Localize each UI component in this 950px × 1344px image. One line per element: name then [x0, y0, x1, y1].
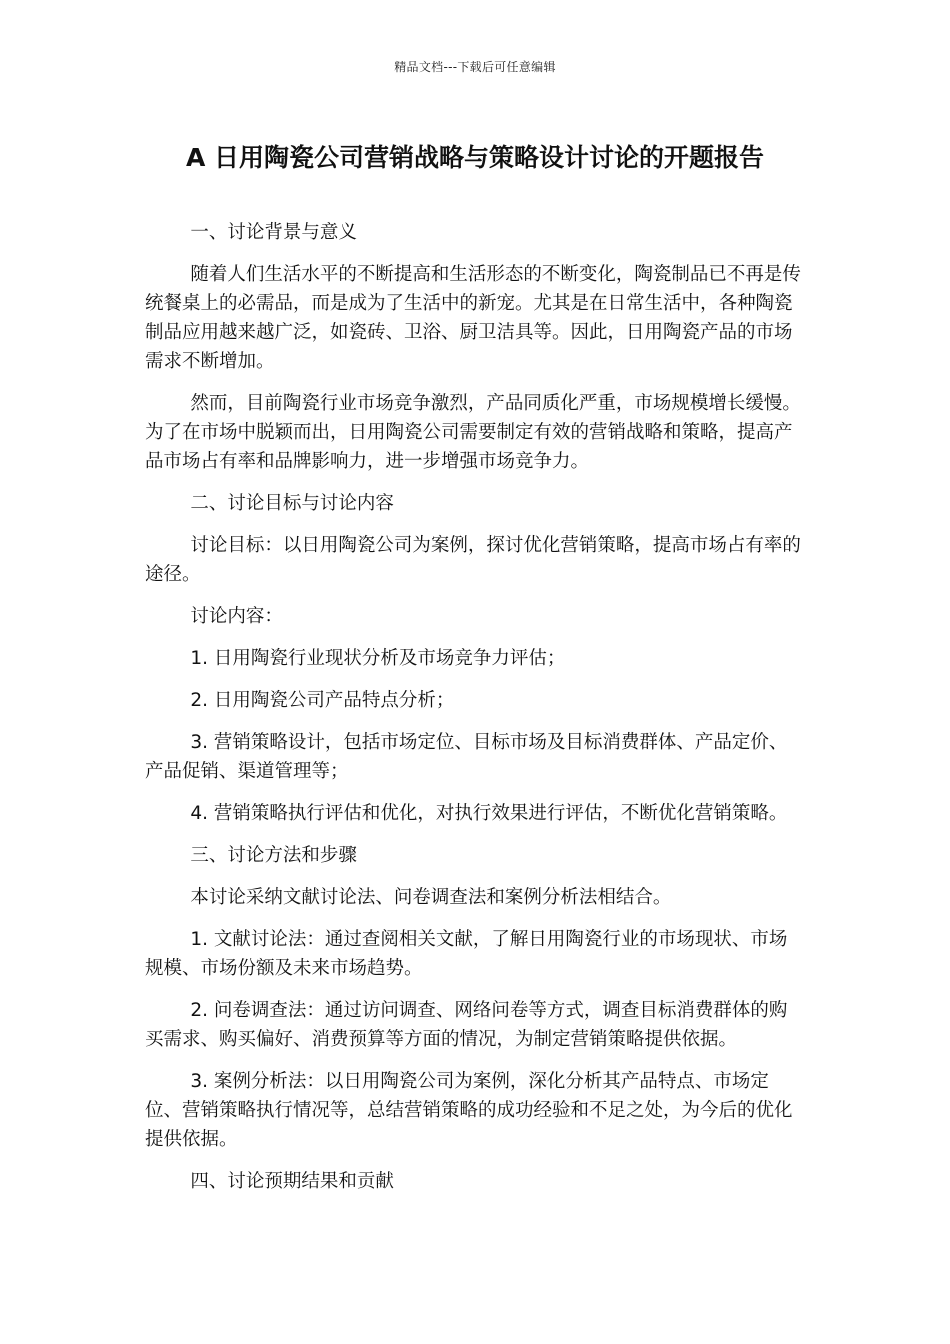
list-item-method-2: 2. 问卷调查法：通过访问调查、网络问卷等方式，调查目标消费群体的购买需求、购买偏好、消费预算等方面的情况，为制定营销策略提供依据。	[145, 1000, 788, 1050]
paragraph-methods-intro: 本讨论采纳文献讨论法、问卷调查法和案例分析法相结合。	[190, 887, 672, 908]
page-header-note: 精品文档---下载后可任意编辑	[394, 60, 556, 74]
list-item-content-4: 4. 营销策略执行评估和优化，对执行效果进行评估，不断优化营销策略。	[190, 803, 788, 824]
list-item-content-2: 2. 日用陶瓷公司产品特点分析；	[190, 690, 455, 711]
list-item-content-1: 1. 日用陶瓷行业现状分析及市场竞争力评估；	[190, 648, 566, 669]
list-item-method-1: 1. 文献讨论法：通过查阅相关文献，了解日用陶瓷行业的市场现状、市场规模、市场份额及未来市场趋势。	[145, 929, 788, 979]
document-title: A 日用陶瓷公司营销战略与策略设计讨论的开题报告	[185, 143, 765, 172]
section-heading-background: 一、讨论背景与意义	[190, 222, 357, 243]
paragraph-background-1: 随着人们生活水平的不断提高和生活形态的不断变化，陶瓷制品已不再是传统餐桌上的必需品，而是成为了生活中的新宠。尤其是在日常生活中，各种陶瓷制品应用越来越广泛，如瓷砖、卫浴、厨卫洁具等。因此，日用陶瓷产品的市场需求不断增加。	[145, 264, 801, 372]
paragraph-goal: 讨论目标：以日用陶瓷公司为案例，探讨优化营销策略，提高市场占有率的途径。	[145, 535, 801, 585]
section-heading-expected-results: 四、讨论预期结果和贡献	[190, 1171, 394, 1192]
list-item-content-3: 3. 营销策略设计，包括市场定位、目标市场及目标消费群体、产品定价、产品促销、渠道管理等；	[145, 732, 788, 782]
paragraph-background-2: 然而，目前陶瓷行业市场竞争激烈，产品同质化严重，市场规模增长缓慢。为了在市场中脱颖而出，日用陶瓷公司需要制定有效的营销战略和策略，提高产品市场占有率和品牌影响力，进一步增强市场竞争力。	[145, 393, 801, 472]
section-heading-goals: 二、讨论目标与讨论内容	[190, 493, 394, 514]
section-heading-methods: 三、讨论方法和步骤	[190, 845, 357, 866]
document-body	[145, 218, 805, 1209]
paragraph-content-label: 讨论内容：	[190, 606, 283, 627]
list-item-method-3: 3. 案例分析法：以日用陶瓷公司为案例，深化分析其产品特点、市场定位、营销策略执行情况等，总结营销策略的成功经验和不足之处，为今后的优化提供依据。	[145, 1071, 793, 1150]
